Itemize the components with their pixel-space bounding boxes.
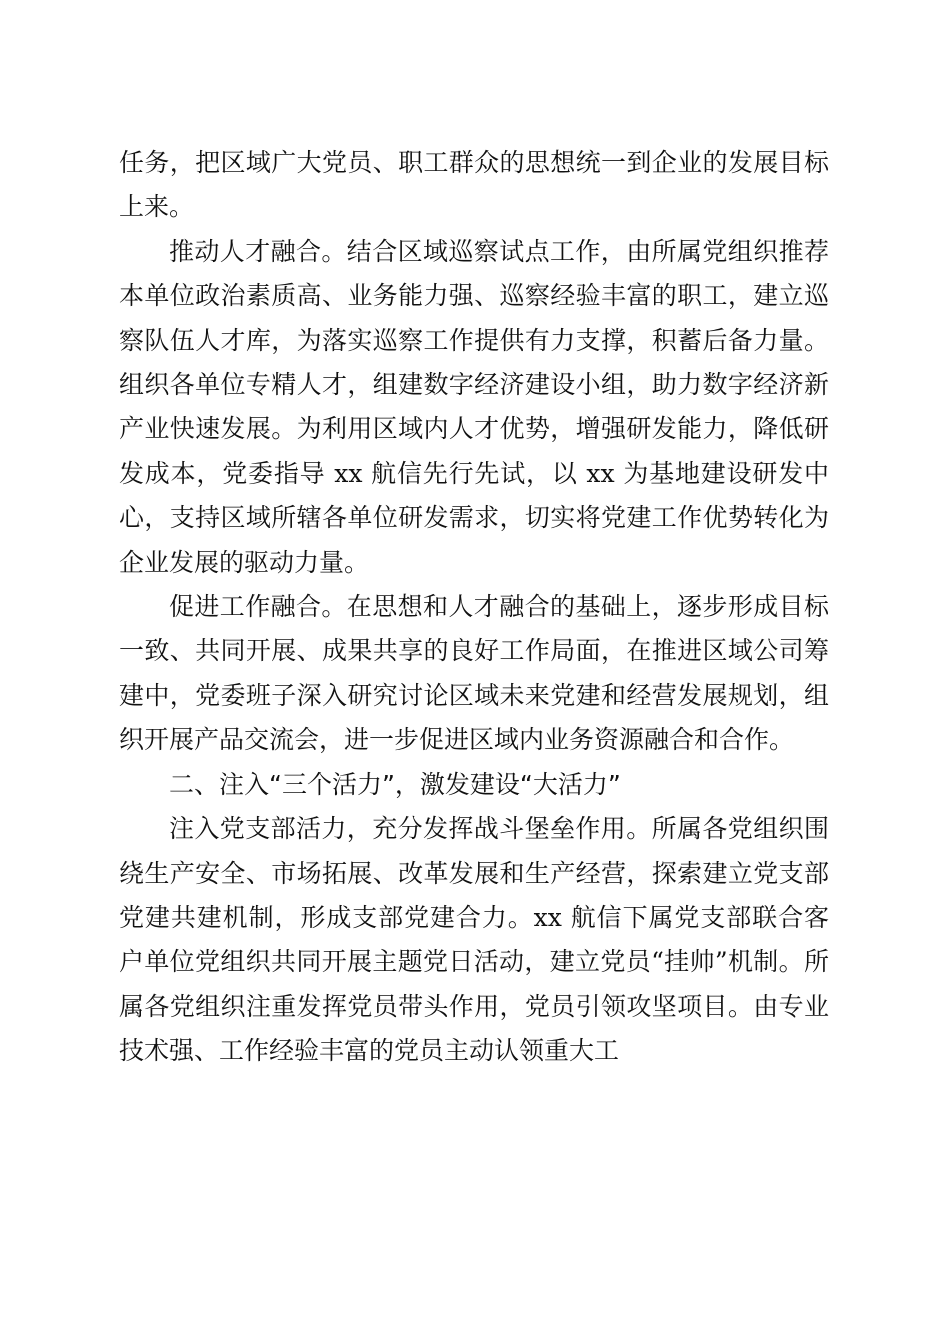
paragraph-talent-integration: 推动人才融合。结合区域巡察试点工作，由所属党组织推荐本单位政治素质高、业务能力强、巡察经验丰富的职工，建立巡察队伍人才库，为落实巡察工作提供有力支撑，积蓄后备力量。组织各单位专精人才，组建数字经济建设小组，助力数字经济新产业快速发展。为利用区域内人才优势，增强研发能力，降低研发成本，党委指导 xx 航信先行先试，以 xx 为基地建设研发中心，支持区域所辖各单位研发需求，切实将党建工作优势转化为企业发展的驱动力量。 [119, 236, 829, 577]
paragraph-branch-vitality: 注入党支部活力，充分发挥战斗堡垒作用。所属各党组织围绕生产安全、市场拓展、改革发展和生产经营，探索建立党支部党建共建机制，形成支部党建合力。xx 航信下属党支部联合客户单位党组织共同开展主题党日活动，建立党员“挂帅”机制。所属各党组织注重发挥党员带头作用，党员引领攻坚项目。由专业技术强、工作经验丰富的党员主动认领重大工 [119, 814, 829, 1066]
section-heading: 二、注入“三个活力”，激发建设“大活力” [169, 769, 621, 799]
document-body [119, 141, 829, 1074]
paragraph-work-integration: 促进工作融合。在思想和人才融合的基础上，逐步形成目标一致、共同开展、成果共享的良好工作局面，在推进区域公司筹建中，党委班子深入研究讨论区域未来党建和经营发展规划，组织开展产品交流会，进一步促进区域内业务资源融合和合作。 [119, 592, 829, 755]
paragraph-continuation: 任务，把区域广大党员、职工群众的思想统一到企业的发展目标上来。 [119, 148, 829, 222]
